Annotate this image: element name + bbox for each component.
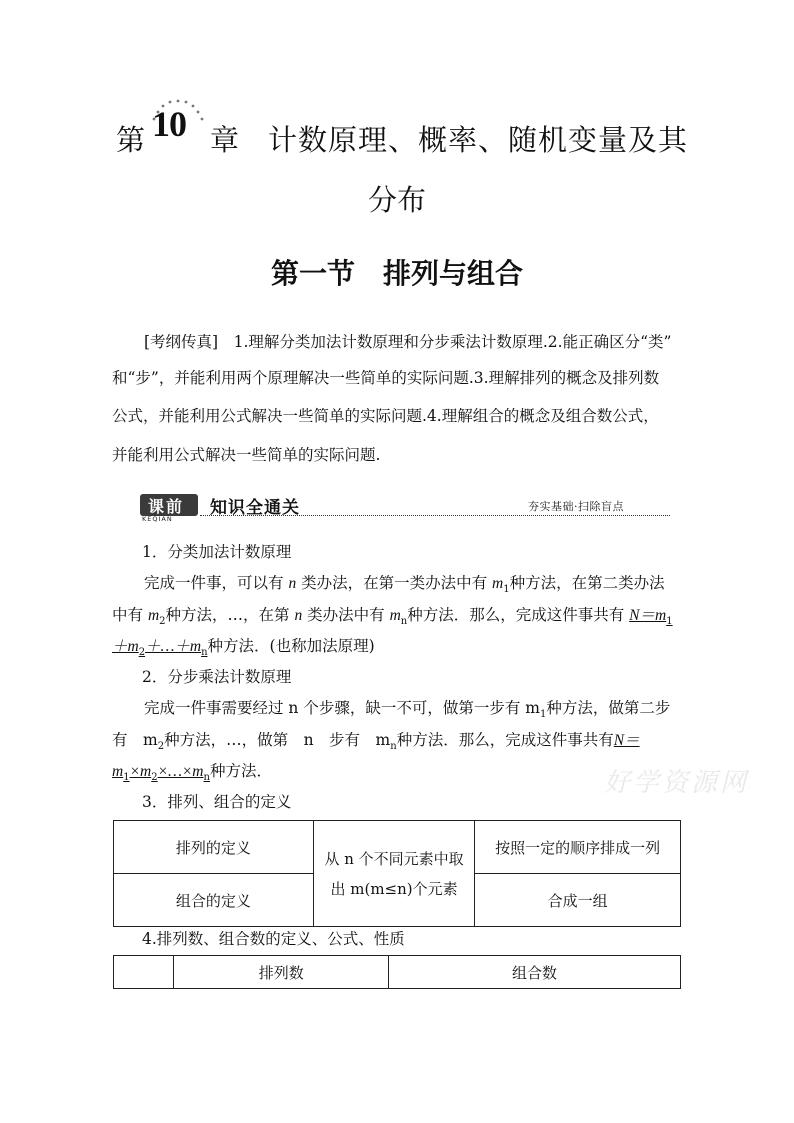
item-1-line-2: 中有 $m_2$种方法，…，在第 n 类办法中有 $m_n$种方法．那么，完成这件事共有 $N=m_1$ <box>112 606 673 628</box>
item-3-heading: 3．排列、组合的定义 <box>142 793 292 811</box>
chapter-title-line1: 计数原理、概率、随机变量及其 <box>268 123 689 157</box>
chapter-prefix: 第 <box>116 123 146 157</box>
num-table-header-combination: 组合数 <box>389 956 681 989</box>
banner-badge: 课前 <box>148 497 185 516</box>
item-1-line-3: $+m_2+\dots+m_n$种方法．(也称加法原理) <box>112 637 375 659</box>
def-table-middle-line2: 出 m(m≤n)个元素 <box>330 879 458 898</box>
syllabus-line-2: 和“步”，并能利用两个原理解决一些简单的实际问题.3.理解排列的概念及排列数 <box>112 369 660 387</box>
item-2-line-3: $m_1\times m_2\times\dots\times m_n$种方法． <box>112 762 272 784</box>
item-4-heading-wrap <box>112 927 682 951</box>
definition-table <box>113 820 681 927</box>
banner-pinyin: KEQIAN <box>142 515 173 523</box>
item-2-block <box>112 665 682 785</box>
syllabus-paragraph <box>112 330 682 470</box>
def-table-permutation-result: 按照一定的顺序排成一列 <box>475 821 681 874</box>
num-table-header-blank <box>114 956 174 989</box>
numbers-table <box>113 955 681 989</box>
item-1-heading: 1．分类加法计数原理 <box>142 543 292 561</box>
item-2-line-2: 有 $m_2$种方法，…，做第 n 步有 $m_n$种方法．那么，完成这件事共有N＝ <box>112 731 640 753</box>
def-table-permutation-label: 排列的定义 <box>114 821 314 874</box>
banner-title: 知识全通关 <box>210 498 300 518</box>
item-2-heading: 2．分步乘法计数原理 <box>142 668 292 686</box>
watermark: 好学资源网 <box>604 768 750 798</box>
chapter-suffix: 章 <box>210 123 240 157</box>
chapter-title-line2: 分布 <box>367 183 426 217</box>
chapter-number: 10 <box>152 104 186 144</box>
syllabus-line-3: 公式，并能利用公式解决一些简单的实际问题.4.理解组合的概念及组合数公式， <box>112 407 659 425</box>
banner-divider <box>200 515 670 516</box>
def-table-middle-line1: 从 n 个不同元素中取 <box>324 849 464 868</box>
syllabus-line-4: 并能利用公式解决一些简单的实际问题. <box>112 446 381 464</box>
syllabus-line-1: [考纲传真] 1.理解分类加法计数原理和分步乘法计数原理.2.能正确区分“类” <box>144 333 672 351</box>
banner-motto: 夯实基础·扫除盲点 <box>528 500 624 513</box>
section-name: 排列与组合 <box>383 257 524 290</box>
section-label: 第一节 <box>270 257 355 290</box>
item-2-line-1: 完成一件事需要经过 n 个步骤，缺一不可，做第一步有 $m_1$种方法，做第二步 <box>144 699 671 721</box>
def-table-combination-label: 组合的定义 <box>114 874 314 927</box>
def-table-combination-result: 合成一组 <box>475 874 681 927</box>
num-table-header-permutation: 排列数 <box>174 956 389 989</box>
item-1-line-1: 完成一件事，可以有 n 类办法，在第一类办法中有 $m_1$种方法，在第二类办法 <box>144 574 665 596</box>
def-table-middle-cell <box>313 821 474 927</box>
table-row <box>114 956 681 989</box>
item-1-block <box>112 540 682 660</box>
section-title <box>0 252 794 292</box>
item-4-heading: 4.排列数、组合数的定义、公式、性质 <box>142 930 405 948</box>
item-3-heading-wrap <box>112 790 682 814</box>
